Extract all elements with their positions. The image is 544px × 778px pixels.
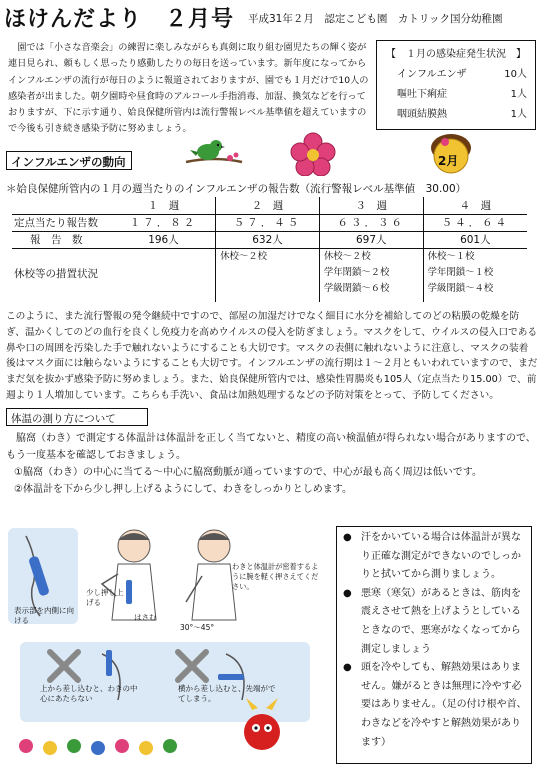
week-header: ２ 週	[216, 197, 320, 214]
temperature-intro: 脇窩（わき）で測定する体温計は体温計を正しく当てないと、精度の高い検温値が得られない場合がありますので、もう一度基本を確認しておきましょう。	[6, 433, 536, 461]
row-label: 定点当たり報告数	[12, 214, 112, 231]
temperature-section-title: 体温の測り方について	[6, 408, 148, 426]
table-cell	[319, 248, 423, 302]
table-cell	[423, 248, 527, 302]
list-item	[343, 659, 527, 752]
table-cell: 196人	[112, 231, 216, 248]
table-cell: 601人	[423, 231, 527, 248]
note-text: 悪寒（寒気）があるときは、筋肉を震えさせて熱を上げようとしているときなので、悪寒がなくなってから測定しましょう	[361, 587, 521, 655]
infection-status-header: 【 １月の感染症発生状況 】	[386, 49, 526, 60]
temperature-step-1: ①脇窩（わき）の中心に当てる〜中心に脇窩動脈が通っていますので、中心が最も高く周辺は低いです。	[14, 467, 482, 478]
infection-count: 1人	[510, 109, 527, 120]
infection-count: 1人	[510, 89, 527, 100]
newsletter-title: ほけんだより ２月号	[4, 7, 235, 32]
label-angle: 30°〜45°	[180, 623, 215, 632]
infection-count: 10人	[504, 69, 527, 80]
infection-row	[377, 85, 535, 100]
note-text: 汗をかいている場合は体温計が異なり正確な測定ができないのでしっかりと拭いてから測りましょう。	[361, 532, 521, 581]
measure-line: 休校〜２校	[220, 250, 267, 262]
table-cell: 632人	[216, 231, 320, 248]
measure-line: 学級閉鎖〜６校	[323, 282, 390, 294]
newsletter-subtitle: 平成31年２月 認定こども園 カトリック国分幼稚園	[248, 13, 503, 25]
label-wrong-from-top: 上から差し込むと、わきの中心にあたらない	[40, 684, 138, 703]
note-text: 頭を冷やしても、解熱効果はありません。嫌がるときは無理に冷やす必要はありません。（足の付け根や首、わきなどを冷やすと解熱効果があります）	[361, 662, 527, 748]
flu-report-table	[12, 197, 527, 302]
table-cell: １７．８２	[112, 214, 216, 231]
label-push-up: 少し押し上げる	[86, 588, 124, 607]
row-label: 報 告 数	[12, 231, 112, 248]
measure-line: 学級閉鎖〜４校	[427, 282, 494, 294]
section-heading-flu-trend: インフルエンザの動向	[6, 151, 132, 170]
thermometer-usage-illustration	[6, 524, 326, 760]
infection-name: 咽頭結膜熱	[397, 109, 447, 120]
label-display-inward: 表示部を内側に向ける	[14, 606, 74, 625]
label-keep-close: わきと体温計が密着するように腕を軽く押さえてください。	[232, 562, 319, 591]
table-cell	[216, 248, 320, 302]
intro-text: 園では「小さな音楽会」の練習に楽しみながらも真剣に取り組む園児たちの輝く姿が連日見られ、頼もしく思ったり感動したりの毎日を送っています。新年度になってからインフルエンザの流行が毎日のように報道されておりますが、園でも１月だけで10人の感染者が出ました。朝夕園時や昼食時のアルコール手指消毒、加湿、換気などを行っておりますが、下に示す通り、姶良保健所管内は流行警報レベル基準値を超えていますので今後も引き続き感染予防に努めましょう。	[8, 42, 369, 135]
list-item	[343, 529, 527, 585]
measure-line: 休校〜１校	[427, 250, 475, 262]
table-cell	[112, 248, 216, 302]
row-label: 休校等の措置状況	[14, 267, 98, 280]
report-caption: ＊姶良保健所管内の１月の週当たりのインフルエンザの報告数（流行警報レベル基準値 30.00）	[6, 183, 467, 195]
infection-row	[377, 65, 535, 80]
temperature-notes-box	[336, 526, 532, 764]
bullet-icon: ●	[343, 662, 352, 674]
temperature-instructions	[6, 430, 538, 498]
table-cell: 697人	[319, 231, 423, 248]
infection-name: 嘔吐下痢症	[397, 89, 447, 100]
bullet-icon: ●	[343, 587, 352, 599]
week-header: ３ 週	[319, 197, 423, 214]
table-header-row	[12, 197, 527, 214]
table-cell: ６３．３６	[319, 214, 423, 231]
list-item	[343, 585, 527, 659]
week-header: ４ 週	[423, 197, 527, 214]
label-wrong-from-side: 横から差し込むと、先端がでてしまう。	[178, 684, 276, 703]
temperature-step-2: ②体温計を下から少し押し上げるようにして、わきをしっかりとしめます。	[14, 484, 352, 495]
table-cell: ５７．４５	[216, 214, 320, 231]
table-cell: ５４．６４	[423, 214, 527, 231]
measure-line: 休校〜２校	[323, 250, 371, 262]
intro-paragraph	[8, 40, 370, 138]
prevention-paragraph: このように、また流行警報の発令継続中ですので、部屋の加湿だけでなく細目に水分を補給してのどの粘膜の乾燥を防ぎ、温かくしてのどの血行を良くし免疫力を高めウイルスの侵入を防ぎましょう。マスクをして、ウイルスの侵入口である鼻や口の周囲を汚染した手で触れないようにすることも大切です。マスクの表側に触れないように注意し、マスクの装着後はマスク面には触らないようにすることも大切です。インフルエンザの流行期は１〜２月ともいわれていますので、まだまだ気を抜かず感染予防に努めましょう。また、姶良保健所管内では、感染性胃腸炎も105人（定点当たり15.00）で、前週より１人増加しています。こちらも手洗い、食品は加熱処理するなどの予防対策をとって、予防してください。	[6, 311, 538, 401]
infection-status-box	[376, 40, 536, 130]
measure-line: 学年閉鎖〜２校	[323, 266, 390, 278]
table-row	[12, 248, 527, 302]
bullet-icon: ●	[343, 532, 352, 543]
week-header: １ 週	[147, 199, 180, 212]
bird-on-branch-icon	[184, 132, 244, 168]
infection-name: インフルエンザ	[397, 69, 467, 80]
table-row	[12, 214, 527, 231]
measure-line: 学年閉鎖〜１校	[427, 266, 494, 278]
infection-row	[377, 105, 535, 120]
table-row	[12, 231, 527, 248]
girl-badge-label: 2月	[438, 154, 459, 168]
plum-blossom-icon	[288, 132, 338, 176]
label-pinch: はさむ	[134, 613, 157, 622]
